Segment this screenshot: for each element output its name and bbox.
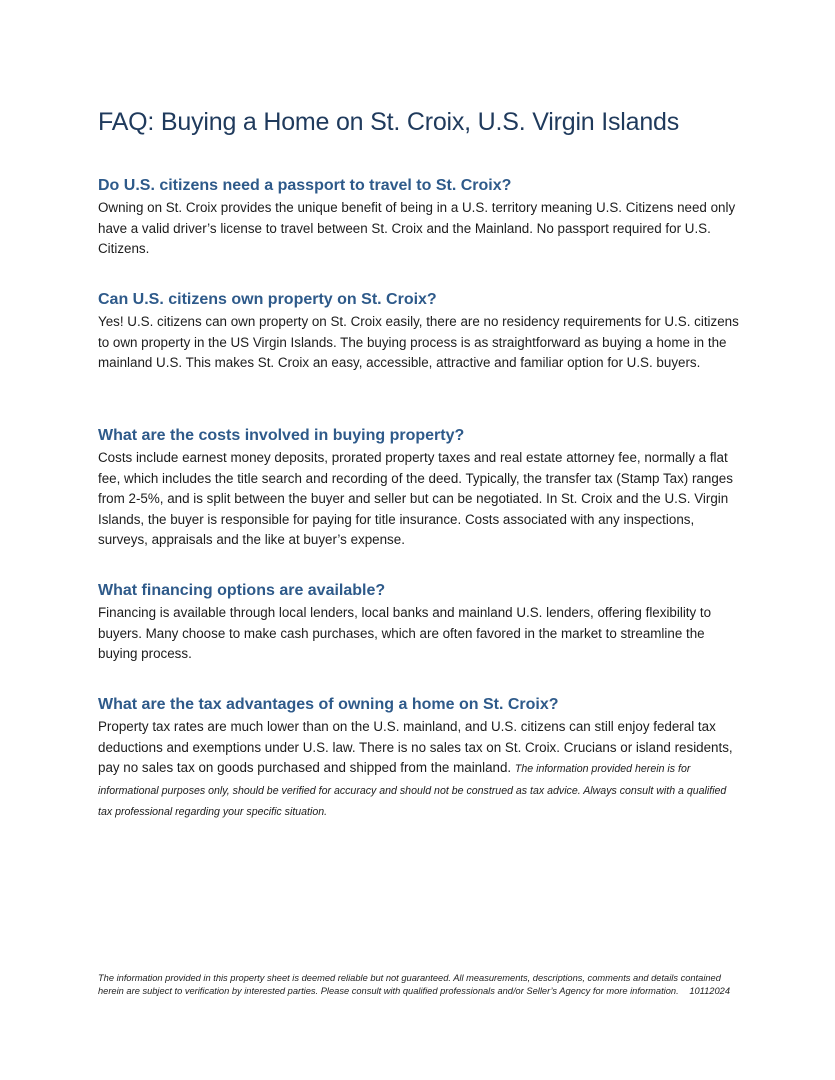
faq-item	[98, 581, 743, 665]
document-code: 10112024	[689, 985, 730, 996]
faq-answer: Yes! U.S. citizens can own property on St. Croix easily, there are no residency requirements for U.S. citizens to own property in the US Virgin Islands. The buying process is as straightforward as buying a home in the mainland U.S. This makes St. Croix an easy, accessible, attractive and familiar option for U.S. buyers.	[98, 314, 739, 370]
faq-answer: Owning on St. Croix provides the unique benefit of being in a U.S. territory meaning U.S. Citizens need only have a valid driver’s license to travel between St. Croix and the Mainland. No passport required for U.S. Citizens.	[98, 200, 736, 256]
faq-question: What are the costs involved in buying property?	[98, 427, 465, 444]
faq-answer-container	[98, 717, 743, 823]
faq-item	[98, 695, 743, 823]
faq-answer: Financing is available through local lenders, local banks and mainland U.S. lenders, offering flexibility to buyers. Many choose to make cash purchases, which are often favored in the market to streamline the buying process.	[98, 605, 712, 661]
faq-question: What financing options are available?	[98, 582, 386, 599]
faq-item	[98, 176, 743, 260]
page-title: FAQ: Buying a Home on St. Croix, U.S. Virgin Islands	[98, 108, 680, 136]
faq-answer: Costs include earnest money deposits, prorated property taxes and real estate attorney fee, normally a flat fee, which includes the title search and recording of the deed. Typically, the transfer tax (Stamp Tax) ranges from 2-5%, and is split between the buyer and seller but can be negotiated. In St. Croix and the U.S. Virgin Islands, the buyer is responsible for paying for title insurance. Costs associated with any inspections, surveys, appraisals and the like at buyer’s expense.	[98, 450, 733, 547]
faq-answer: Property tax rates are much lower than on the U.S. mainland, and U.S. citizens can still enjoy federal tax deductions and exemptions under U.S. law. There is no sales tax on St. Croix. Crucians or island residents, pay no sales tax on goods purchased and shipped from the mainland.	[98, 719, 733, 775]
faq-question: Can U.S. citizens own property on St. Croix?	[98, 291, 437, 308]
faq-item	[98, 426, 743, 551]
footer-disclaimer: The information provided in this property sheet is deemed reliable but not guaranteed. All measurements, descriptions, comments and details contained herein are subject to verification by interested parties. Please consult with qualified professionals and/or Seller’s Agency for more information.	[98, 973, 721, 996]
faq-question: Do U.S. citizens need a passport to travel to St. Croix?	[98, 177, 512, 194]
faq-item	[98, 290, 743, 374]
footer-disclaimer-block	[98, 972, 730, 997]
faq-question: What are the tax advantages of owning a home on St. Croix?	[98, 696, 559, 713]
tax-disclaimer-note: The information provided herein is for informational purposes only, should be verified for accuracy and should not be construed as tax advice. Always consult with a qualified tax professional regarding your specific situation.	[98, 763, 727, 818]
